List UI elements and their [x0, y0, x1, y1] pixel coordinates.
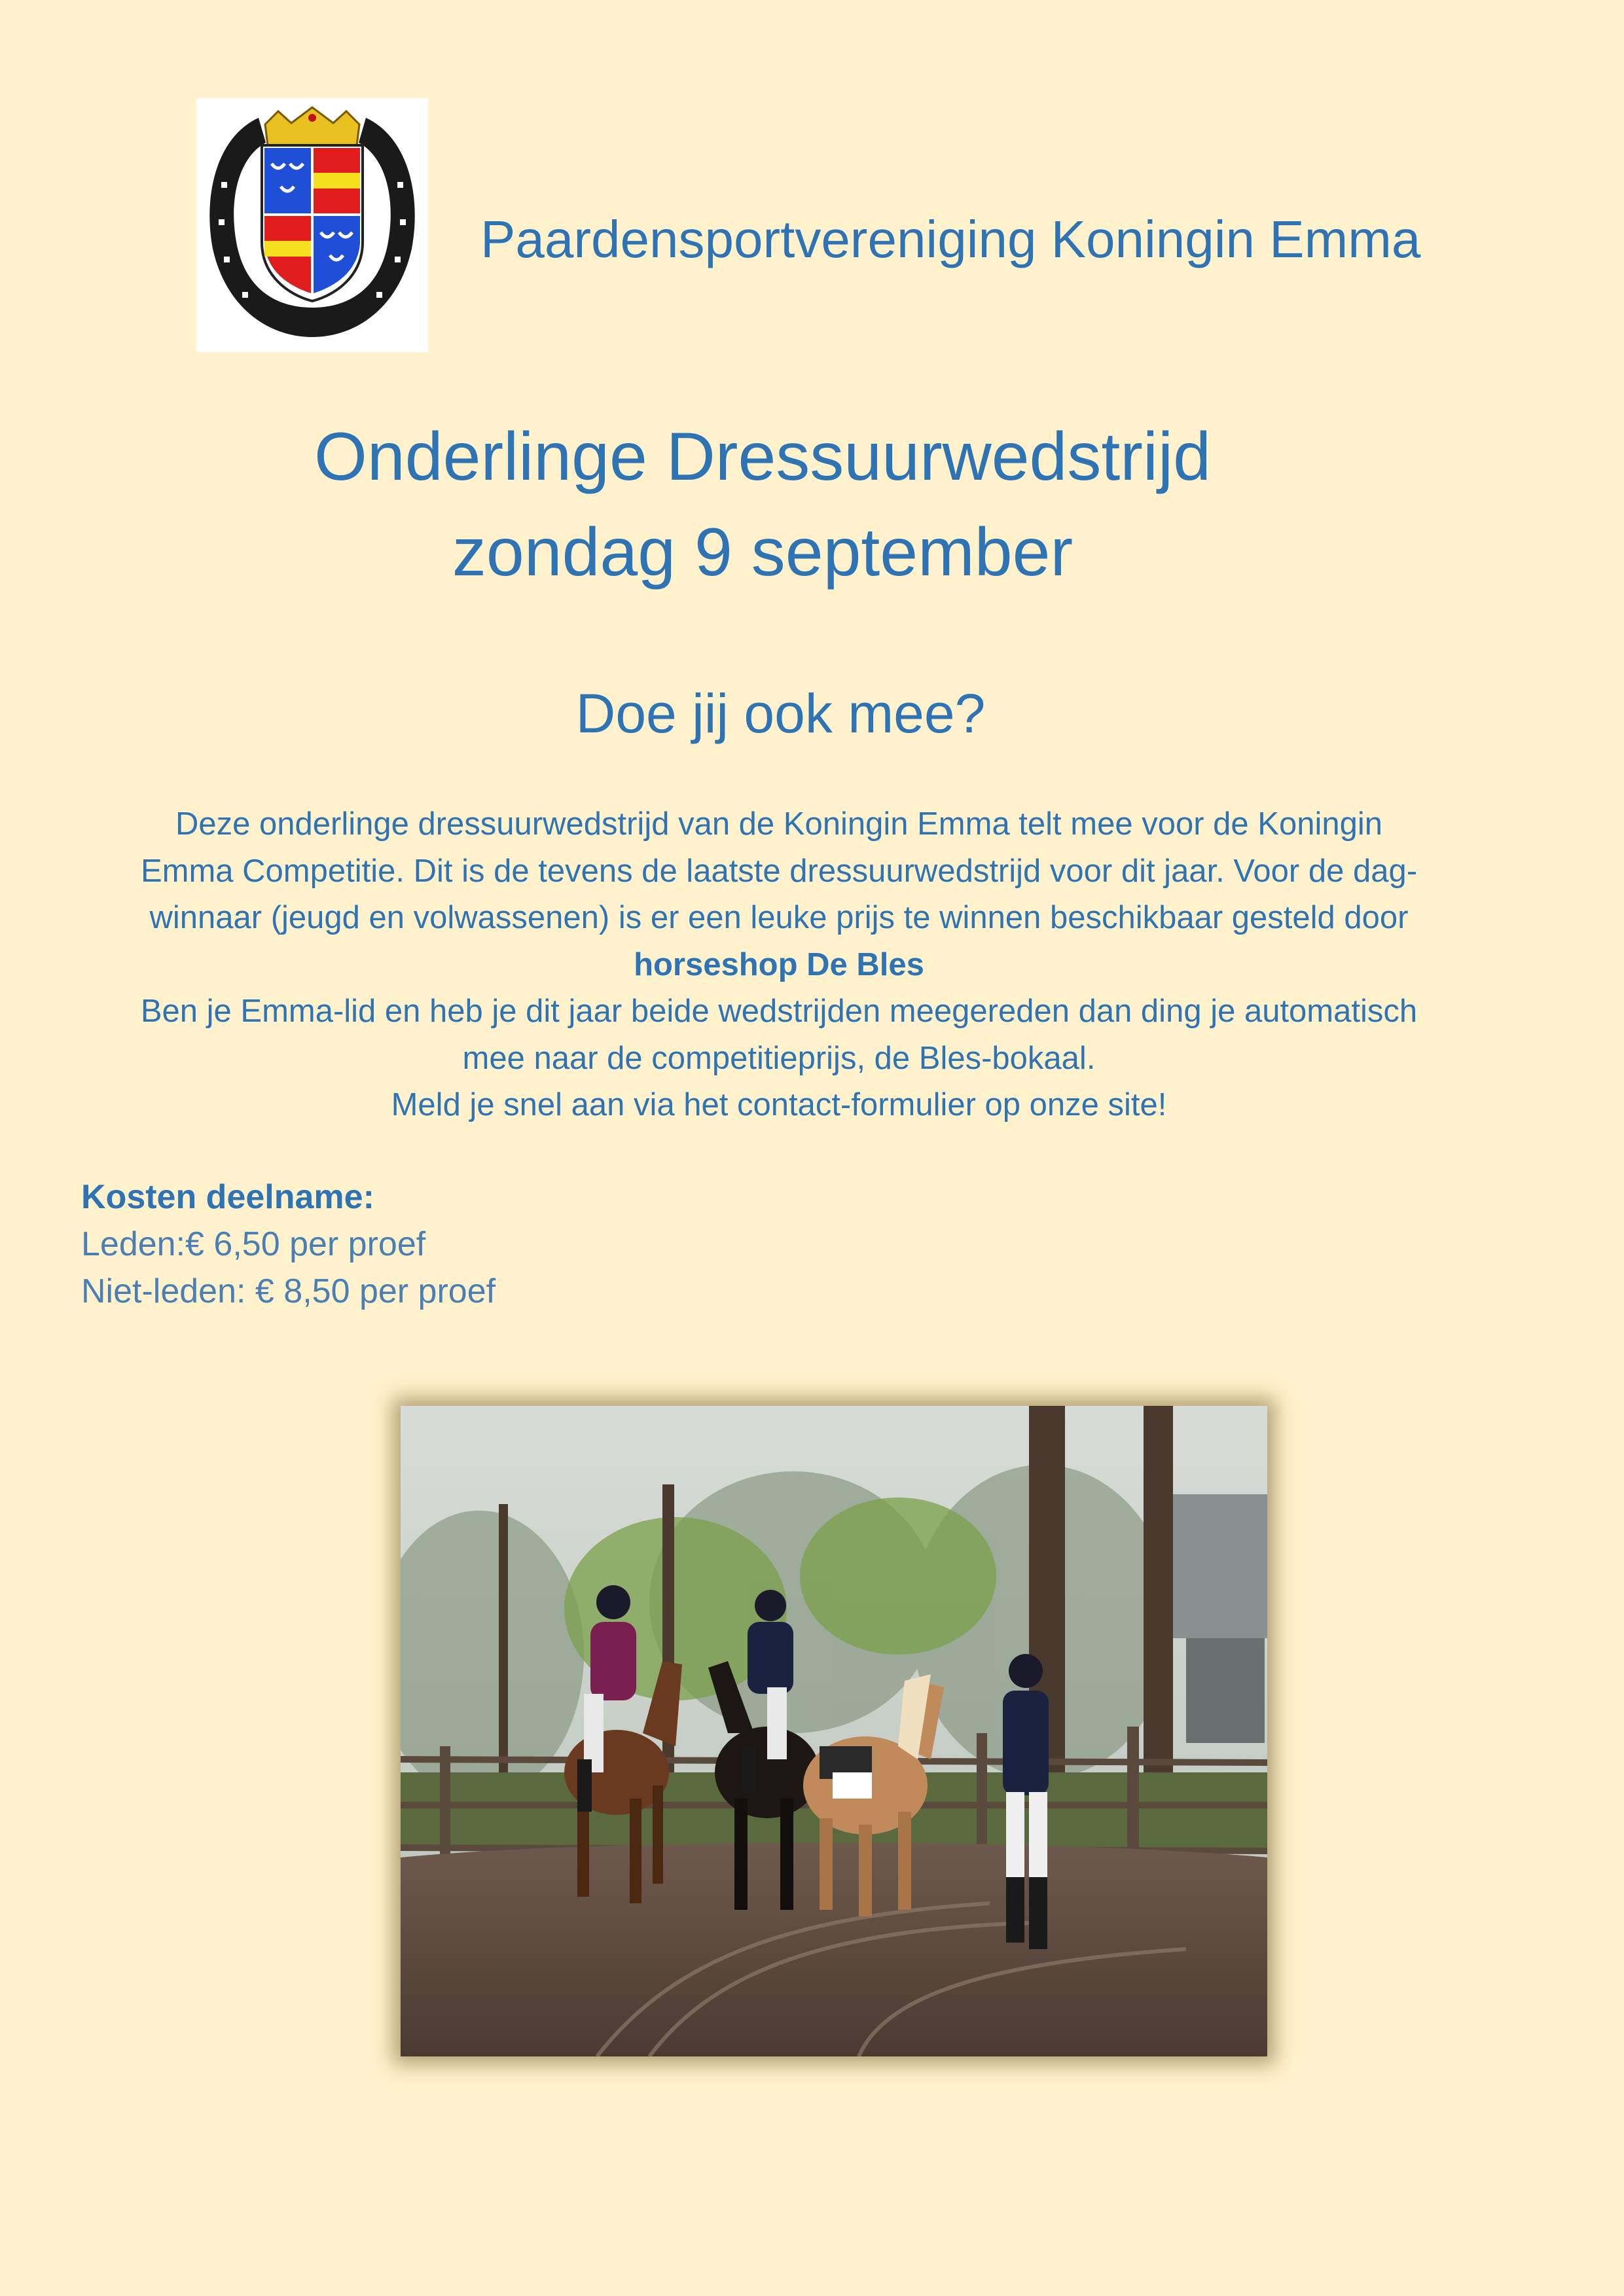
horse-riders-photo [401, 1406, 1267, 2056]
costs-section [81, 1174, 867, 1315]
club-logo [196, 98, 428, 352]
description-line: Emma Competitie. Dit is de tevens de laatste dressuurwedstrijd voor dit jaar. Voor de dag- [140, 853, 1418, 889]
club-name: Paardensportvereniging Koningin Emma [480, 210, 1421, 268]
cost-non-members: Niet-leden: € 8,50 per proef [81, 1272, 496, 1310]
sponsor-name: horseshop De Bles [634, 946, 924, 982]
description-line: mee naar de competitieprijs, de Bles-bokaal. [462, 1040, 1096, 1076]
signup-call: Meld je snel aan via het contact-formulier op onze site! [391, 1087, 1167, 1122]
event-title [0, 409, 1525, 600]
costs-heading: Kosten deelname: [81, 1178, 374, 1216]
description-line: Deze onderlinge dressuurwedstrijd van de Koningin Emma telt mee voor de Koningin [175, 806, 1382, 842]
cost-members: Leden:€ 6,50 per proef [81, 1225, 426, 1263]
event-description [65, 801, 1492, 1129]
description-line: winnaar (jeugd en volwassenen) is er een leuke prijs te winnen beschikbaar gesteld door [149, 900, 1409, 935]
description-line: Ben je Emma-lid en heb je dit jaar beide wedstrijden meegereden dan ding je automatisch [140, 994, 1418, 1029]
event-date: zondag 9 september [452, 514, 1074, 590]
event-title-line: Onderlinge Dressuurwedstrijd [314, 419, 1211, 495]
event-subtitle: Doe jij ook mee? [575, 683, 986, 744]
horseshoe-crest-icon [196, 98, 428, 352]
